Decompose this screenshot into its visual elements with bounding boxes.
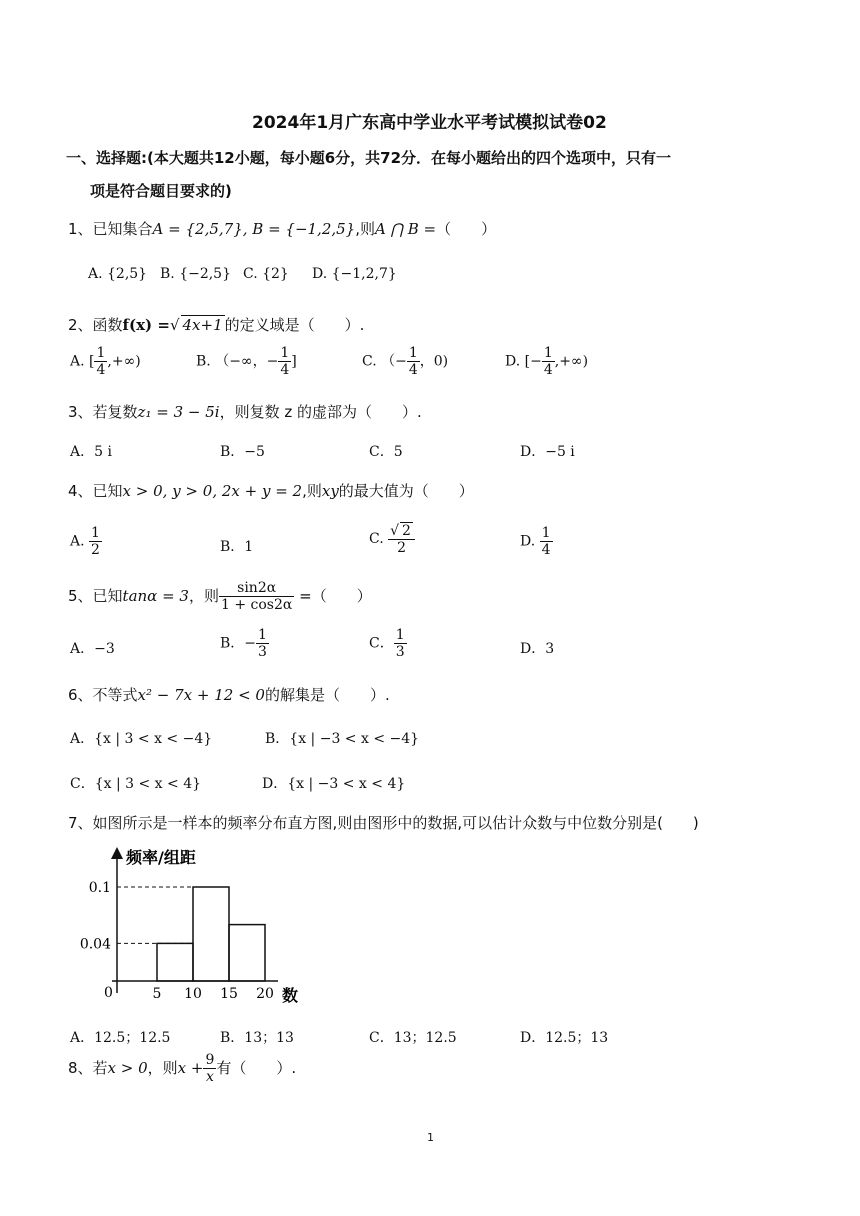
y-tick-label-2: 0.1 [88, 880, 111, 896]
q3-prefix: 3、若复数 [68, 403, 138, 421]
q7-option-c[interactable]: C．13；12.5 [369, 1030, 457, 1046]
x-tick-label-4: 20 [256, 986, 274, 1002]
question-1 [68, 218, 496, 239]
q5-option-c-fraction: $\frac{1}{3}$ [395, 627, 405, 660]
q5-prefix: 5、已知 [68, 587, 123, 605]
q1-prefix: 1、已知集合 [68, 220, 153, 238]
q6-option-b[interactable]: B．{x | −3 < x < −4} [265, 731, 420, 747]
q3-expr: z₁ = 3 − 5i [137, 403, 220, 421]
q4-expr: x > 0, y > 0, 2x + y = 2 [122, 482, 303, 500]
q2-option-b-fraction: $\frac{1}{4}$ [280, 345, 290, 378]
q7-option-d[interactable]: D．12.5；13 [520, 1030, 609, 1046]
question-7: 7、如图所示是一样本的频率分布直方图,则由图形中的数据,可以估计众数与中位数分别是( ) [68, 814, 699, 832]
q4-option-d-label: D. [520, 533, 536, 550]
q6-suffix: 的解集是（ ）. [264, 686, 390, 704]
q1-mid: ,则 [355, 220, 376, 238]
q2-option-c-fraction: $\frac{1}{4}$ [408, 345, 418, 378]
q2-option-a-label: A. [ [70, 353, 95, 370]
q3-option-b[interactable]: B．−5 [220, 444, 265, 460]
q3-option-d[interactable]: D．−5 i [520, 444, 575, 460]
section-description-line2: 项是符合题目要求的) [90, 182, 232, 200]
q6-prefix: 6、不等式 [68, 686, 138, 704]
page-number: 1 [427, 1131, 434, 1144]
histogram-bar-1 [157, 943, 193, 981]
q5-option-d[interactable]: D．3 [520, 641, 555, 657]
q4-option-d[interactable] [520, 525, 553, 558]
q6-option-a[interactable]: A．{x | 3 < x < −4} [70, 731, 213, 747]
q2-option-a[interactable] [70, 345, 141, 378]
q4-var: xy [321, 482, 339, 500]
q4-option-b[interactable]: B．1 [220, 539, 254, 555]
q2-suffix: 的定义域是（ ）. [224, 316, 365, 334]
q1-option-a[interactable]: A. {2,5} [88, 266, 148, 282]
section-heading [66, 147, 671, 168]
q6-expr: x² − 7x + 12 < 0 [137, 686, 265, 704]
q2-option-b[interactable] [196, 345, 297, 378]
q8-prefix: 8、若 [68, 1059, 108, 1077]
q2-option-d-label: D. [− [505, 353, 542, 370]
section-heading-label: 一、选择题: [66, 149, 147, 167]
q3-option-a[interactable]: A．5 i [70, 444, 112, 460]
q2-option-b-label: B. （−∞，− [196, 353, 279, 370]
q4-option-a[interactable] [70, 525, 102, 558]
q2-option-c[interactable] [362, 345, 448, 378]
q2-func: f(x) = [122, 316, 170, 334]
section-description-line1: (本大题共12小题，每小题6分，共72分．在每小题给出的四个选项中，只有一 [147, 149, 672, 167]
q5-suffix: =（ ） [299, 587, 372, 605]
q2-option-c-label: C. （− [362, 353, 407, 370]
question-2: 2、函数f(x) =√ 4x+1 的定义域是（ ）. [68, 316, 365, 334]
q8-expr: x > 0 [107, 1059, 148, 1077]
question-6 [68, 684, 390, 705]
q5-mid: ，则 [188, 587, 219, 605]
q5-expr: tanα = 3 [122, 587, 189, 605]
question-4 [68, 480, 474, 501]
histogram-bar-3 [229, 925, 265, 981]
q4-prefix: 4、已知 [68, 482, 123, 500]
q1-expr: A = {2,5,7}, B = {−1,2,5} [152, 220, 356, 238]
q5-option-c[interactable] [369, 627, 407, 660]
q1-suffix: （ ） [436, 220, 497, 238]
q8-lead: x + [177, 1059, 204, 1077]
q3-option-c[interactable]: C．5 [369, 444, 403, 460]
q5-fraction: $\frac{\sin 2\alpha}{1 + \cos 2\alpha}$ [220, 580, 293, 613]
q4-option-c[interactable] [369, 522, 415, 556]
q3-suffix: ，则复数 z 的虚部为（ ）. [219, 403, 422, 421]
q2-radicand: 4x+1 [182, 316, 223, 334]
q5-option-b-fraction: $\frac{1}{3}$ [258, 627, 267, 660]
q1-option-c[interactable]: C. {2} [243, 266, 289, 282]
q2-option-a-fraction: $\frac{1}{4}$ [96, 345, 106, 378]
q4-suffix: 的最大值为（ ） [338, 482, 474, 500]
q6-option-c[interactable]: C．{x | 3 < x < 4} [70, 776, 202, 792]
question-3 [68, 401, 422, 422]
q1-expr2: A ⋂ B = [375, 220, 437, 238]
frequency-histogram [70, 845, 340, 1015]
x-axis-label: 数 [282, 986, 299, 1005]
question-5 [68, 580, 372, 613]
q1-option-d[interactable]: D. {−1,2,7} [312, 266, 397, 282]
q2-option-d-fraction: $\frac{1}{4}$ [543, 345, 553, 378]
q2-option-a-tail: ,+∞) [107, 353, 141, 370]
q5-option-a[interactable]: A．−3 [70, 641, 115, 657]
y-tick-label-1: 0.04 [79, 936, 111, 953]
q5-option-b-label: B．− [220, 635, 257, 652]
q4-option-c-label: C. [369, 531, 384, 547]
q2-option-d[interactable] [505, 345, 588, 378]
q2-option-b-tail: ] [291, 353, 297, 370]
q6-option-d[interactable]: D．{x | −3 < x < 4} [262, 776, 406, 792]
q4-mid: ,则 [302, 482, 322, 500]
q2-option-c-tail: ，0) [419, 353, 449, 370]
question-8 [68, 1052, 296, 1085]
x-tick-label-2: 10 [184, 986, 202, 1002]
q1-option-b[interactable]: B. {−2,5} [160, 266, 231, 282]
page-title: 2024年1月广东高中学业水平考试模拟试卷02 [252, 113, 607, 133]
q2-prefix: 2、函数 [68, 316, 123, 334]
q8-suffix: 有（ ）. [216, 1059, 297, 1077]
histogram-bar-2 [193, 887, 229, 981]
q4-option-a-fraction: $\frac{1}{2}$ [91, 525, 100, 558]
q4-option-c-fraction: $\frac{√ 2}{2}$ [388, 522, 415, 556]
q7-option-a[interactable]: A．12.5；12.5 [70, 1030, 171, 1046]
x-tick-label-3: 15 [220, 986, 238, 1002]
q7-option-b[interactable]: B．13；13 [220, 1030, 294, 1046]
q5-option-c-label: C． [369, 635, 394, 652]
q8-mid: ，则 [147, 1059, 178, 1077]
q5-option-b[interactable] [220, 627, 269, 660]
q4-option-d-fraction: $\frac{1}{4}$ [541, 525, 551, 558]
origin-label: 0 [104, 985, 113, 1001]
q4-option-a-label: A. [70, 533, 85, 550]
y-axis-label: 频率/组距 [126, 848, 196, 867]
x-tick-label-1: 5 [152, 986, 162, 1002]
q2-option-d-tail: ,+∞) [554, 353, 589, 370]
q8-fraction: $\frac{9}{x}$ [205, 1052, 215, 1085]
